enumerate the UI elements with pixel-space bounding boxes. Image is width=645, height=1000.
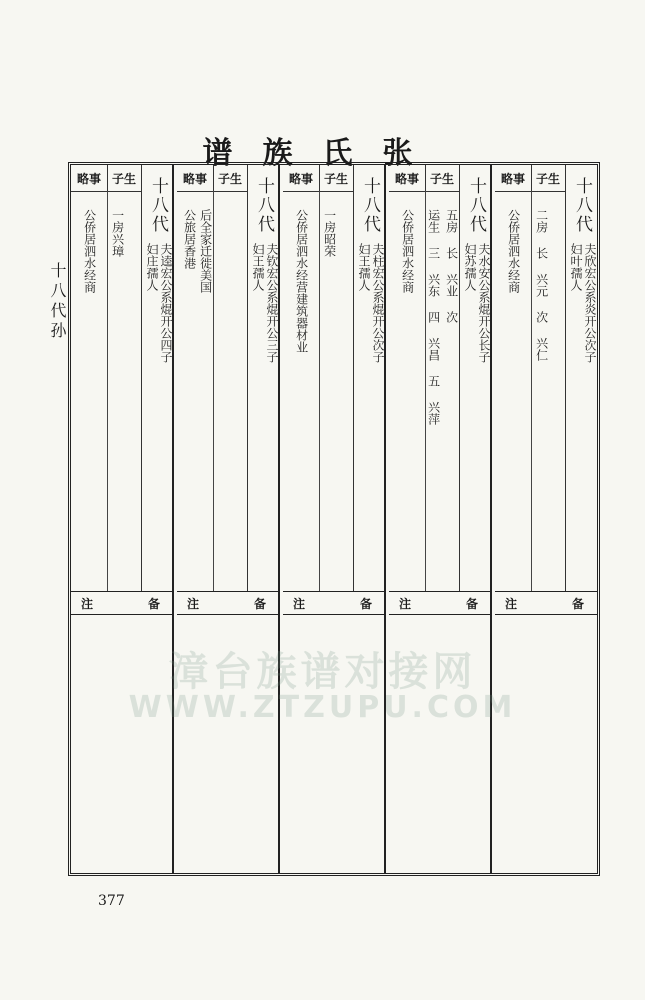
entry-column-4 [177, 165, 280, 873]
wife-text: 妇叶孺人 [569, 243, 583, 291]
remark-label-left: 注 [293, 597, 306, 611]
generation-label: 十八代 [466, 177, 486, 234]
remark-row [177, 591, 280, 615]
children-header: 子生 [111, 171, 136, 186]
wife-text: 妇庄孺人 [145, 243, 159, 291]
notes-text: 公侨居泗水经营建筑器材业 [294, 209, 309, 353]
remark-label-right: 备 [253, 597, 266, 611]
notes-header: 略事 [389, 165, 426, 191]
children-header: 子生 [535, 171, 560, 186]
children-header: 子生 [217, 171, 242, 186]
page-number: 377 [98, 893, 125, 909]
notes-header: 略事 [177, 165, 214, 191]
notes-header: 略事 [283, 165, 320, 191]
watermark-line-1: 漳台族谱对接网 [168, 649, 477, 695]
husband-text: 夫欣宏公系炎开公次子 [583, 243, 597, 363]
notes-header: 略事 [495, 165, 532, 191]
remark-label-right: 备 [571, 597, 584, 611]
husband-text: 夫逵宏公系焜开公四子 [159, 243, 173, 363]
children-header: 子生 [429, 171, 454, 186]
wife-text: 妇王孺人 [251, 243, 265, 291]
generation-label: 十八代 [148, 177, 168, 234]
children-text-2: 运生 三 兴东 四 兴昌 五 兴萍 [426, 209, 441, 425]
notes-text: 公侨居泗水经商 [82, 209, 97, 293]
generation-label: 十八代 [254, 177, 274, 234]
remark-label-left: 注 [399, 597, 412, 611]
remark-label-right: 备 [147, 597, 160, 611]
watermark-line-2: WWW.ZTZUPU.COM [128, 690, 517, 725]
remark-label-right: 备 [465, 597, 478, 611]
remark-row [71, 591, 174, 615]
children-text: 一房昭荣 [322, 209, 337, 257]
notes-header: 略事 [71, 165, 108, 191]
husband-text: 夫柱宏公系焜开公次子 [371, 243, 385, 363]
notes-text-2: 后全家迁徙美国 [198, 209, 213, 293]
page-title: 谱族氏张 [202, 136, 443, 171]
remark-row [495, 591, 598, 615]
remark-label-left: 注 [81, 597, 94, 611]
children-text: 二房 长 兴元 次 兴仁 [534, 209, 549, 361]
generation-label: 十八代 [360, 177, 380, 234]
children-text: 一房兴璋 [110, 209, 125, 257]
remark-label-left: 注 [187, 597, 200, 611]
children-header: 子生 [323, 171, 348, 186]
side-label: 十八代孙 [48, 262, 67, 342]
notes-text: 公侨居泗水经商 [400, 209, 415, 293]
entry-column-5 [71, 165, 174, 873]
remark-row [389, 591, 492, 615]
children-text: 五房 长 兴业 次 [444, 209, 459, 323]
remark-row [283, 591, 386, 615]
entry-column-1 [495, 165, 598, 873]
notes-text: 公旅居香港 [182, 209, 197, 269]
entry-column-3 [283, 165, 386, 873]
notes-text: 公侨居泗水经商 [506, 209, 521, 293]
remark-label-right: 备 [359, 597, 372, 611]
generation-label: 十八代 [572, 177, 592, 234]
entry-column-2 [389, 165, 492, 873]
genealogy-table [68, 162, 600, 876]
wife-text: 妇王孺人 [357, 243, 371, 291]
husband-text: 夫钦宏公系焜开公三子 [265, 243, 279, 363]
remark-label-left: 注 [505, 597, 518, 611]
husband-text: 夫水安公系焜开公长子 [477, 243, 491, 363]
wife-text: 妇苏孺人 [463, 243, 477, 291]
